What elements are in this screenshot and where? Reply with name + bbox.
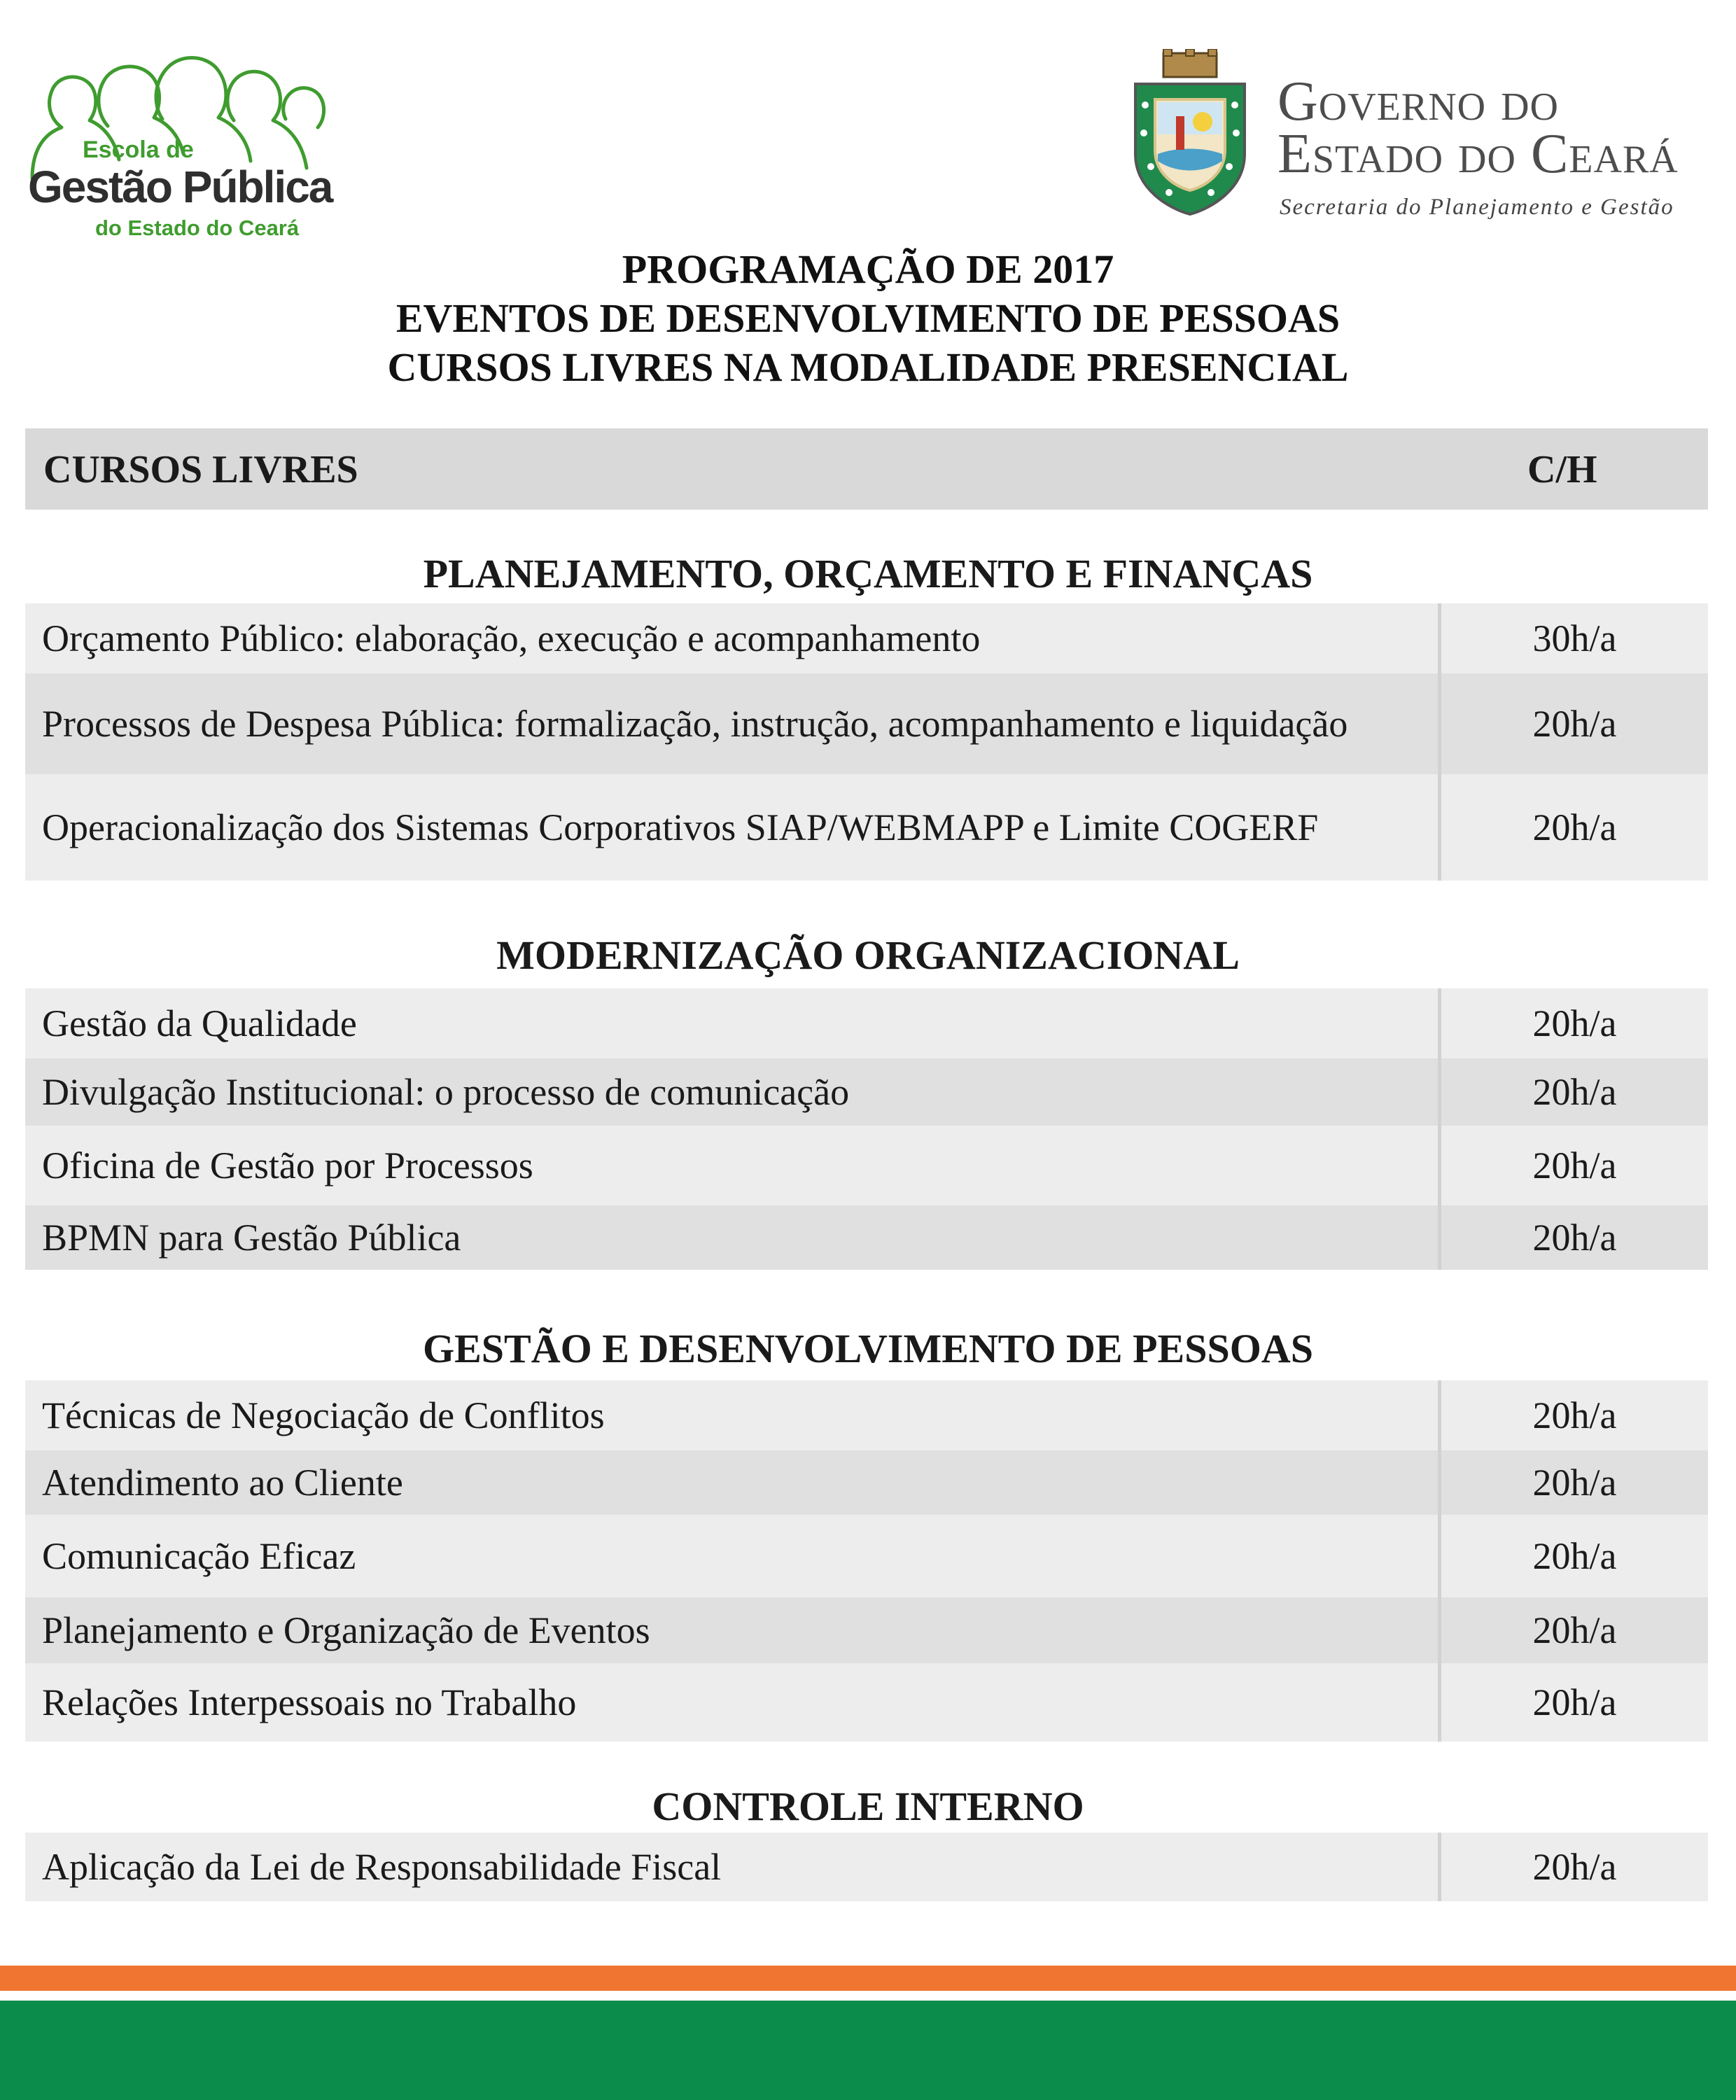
- table-row: [25, 1597, 1708, 1663]
- table-row: [25, 1515, 1708, 1597]
- table-row: [25, 603, 1708, 673]
- section-title: CONTROLE INTERNO: [652, 1784, 1084, 1829]
- document-title: [0, 245, 1736, 392]
- government-logo: [1127, 49, 1715, 231]
- course-hours: 20h/a: [1532, 1394, 1617, 1436]
- school-logo-line2: Gestão Pública: [28, 162, 332, 212]
- course-name: BPMN para Gestão Pública: [42, 1217, 461, 1259]
- government-logo-line2: Estado do Ceará: [1278, 123, 1679, 185]
- course-hours: 20h/a: [1532, 1217, 1617, 1259]
- table-row: [25, 1380, 1708, 1450]
- course-name: Relações Interpessoais no Trabalho: [42, 1681, 577, 1723]
- course-name: Planejamento e Organização de Eventos: [42, 1609, 650, 1651]
- section-title: GESTÃO E DESENVOLVIMENTO DE PESSOAS: [422, 1326, 1313, 1371]
- course-name: Operacionalização dos Sistemas Corporativos SIAP/WEBMAPP e Limite COGERF: [42, 806, 1319, 848]
- table-row: [25, 1126, 1708, 1205]
- school-logo: [25, 42, 333, 241]
- course-hours: 20h/a: [1532, 1681, 1617, 1723]
- table-row: [25, 1663, 1708, 1742]
- course-hours: 20h/a: [1532, 1846, 1617, 1888]
- footer-stripe-green: [0, 2001, 1736, 2100]
- course-hours: 20h/a: [1532, 1071, 1617, 1113]
- course-name: Orçamento Público: elaboração, execução e acompanhamento: [42, 617, 981, 659]
- course-hours: 20h/a: [1532, 1462, 1617, 1504]
- table-row: [25, 1833, 1708, 1901]
- table-row: [25, 774, 1708, 881]
- course-name: Oficina de Gestão por Processos: [42, 1144, 533, 1186]
- table-row: [25, 1450, 1708, 1515]
- government-logo-line3: Secretaria do Planejamento e Gestão: [1280, 195, 1674, 220]
- table-row: [25, 1058, 1708, 1126]
- title-line-2: EVENTOS DE DESENVOLVIMENTO DE PESSOAS: [396, 295, 1340, 341]
- course-name: Processos de Despesa Pública: formalização, instrução, acompanhamento e liquidação: [42, 703, 1348, 745]
- table-row: [25, 1205, 1708, 1270]
- course-hours: 20h/a: [1532, 1002, 1617, 1044]
- title-line-1: PROGRAMAÇÃO DE 2017: [622, 246, 1114, 292]
- section-title: MODERNIZAÇÃO ORGANIZACIONAL: [496, 932, 1240, 978]
- course-hours: 20h/a: [1532, 1609, 1617, 1651]
- course-name: Aplicação da Lei de Responsabilidade Fiscal: [42, 1846, 722, 1888]
- school-logo-line1: Escola de: [83, 136, 194, 163]
- course-name: Técnicas de Negociação de Conflitos: [42, 1394, 605, 1436]
- course-name: Divulgação Institucional: o processo de comunicação: [42, 1071, 850, 1113]
- state-coat-of-arms-icon: [1127, 49, 1253, 217]
- course-name: Atendimento ao Cliente: [42, 1462, 403, 1504]
- course-hours: 20h/a: [1532, 1144, 1617, 1186]
- title-line-3: CURSOS LIVRES NA MODALIDADE PRESENCIAL: [387, 344, 1349, 390]
- column-header-hours: C/H: [1527, 448, 1597, 491]
- section-title: PLANEJAMENTO, ORÇAMENTO E FINANÇAS: [423, 551, 1313, 596]
- course-hours: 30h/a: [1532, 617, 1617, 659]
- column-header-courses: CURSOS LIVRES: [43, 448, 358, 491]
- course-name: Comunicação Eficaz: [42, 1535, 356, 1577]
- footer-stripe-orange: [0, 1966, 1736, 1991]
- table-header: [25, 428, 1708, 510]
- table-row: [25, 988, 1708, 1058]
- table-row: [25, 673, 1708, 774]
- course-hours: 20h/a: [1532, 1535, 1617, 1577]
- school-logo-line3: do Estado do Ceará: [95, 216, 300, 240]
- government-logo-line1: Governo do: [1278, 71, 1559, 132]
- course-hours: 20h/a: [1532, 806, 1617, 848]
- course-name: Gestão da Qualidade: [42, 1002, 357, 1044]
- course-hours: 20h/a: [1532, 703, 1617, 745]
